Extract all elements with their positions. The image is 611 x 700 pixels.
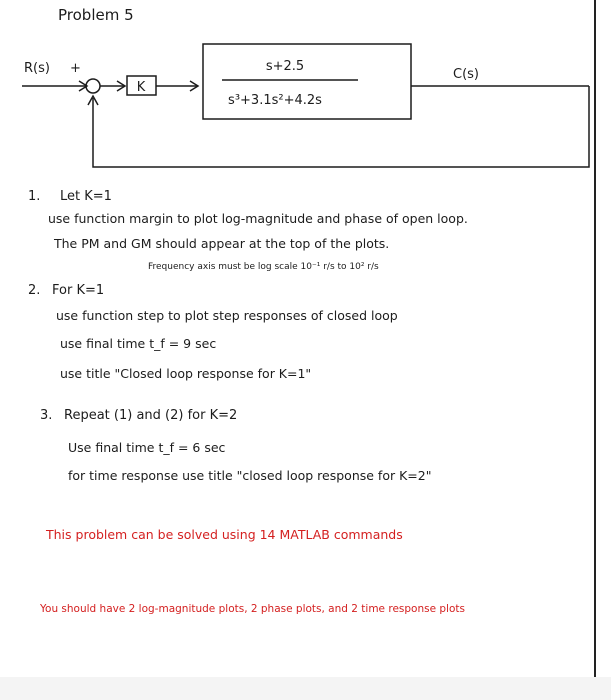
item-1-line-4: Frequency axis must be log scale 10⁻¹ r/s to 10² r/s [148,262,379,272]
tf-denominator: s³+3.1s²+4.2s [228,93,322,108]
gain-label: K [136,80,146,95]
block-diagram [0,0,611,180]
problem-title: Problem 5 [58,6,134,24]
tf-numerator: s+2.5 [265,59,305,74]
item-1-line-2: use function margin to plot log-magnitude and phase of open loop. [48,211,468,226]
item-3-line-3: for time response use title "closed loop response for K=2" [68,468,432,483]
item-2-line-1: For K=1 [52,283,105,298]
item-1-number: 1. [28,189,41,204]
sum-plus-sign: + [70,61,81,76]
item-2-number: 2. [28,283,41,298]
output-label: C(s) [453,67,479,82]
page-edge-line [594,0,596,700]
item-1-line-1: Let K=1 [60,189,112,204]
item-3-number: 3. [40,408,53,423]
note-expected-plots: You should have 2 log-magnitude plots, 2 phase plots, and 2 time response plots [40,603,465,615]
input-label: R(s) [24,61,50,76]
item-3-line-1: Repeat (1) and (2) for K=2 [64,408,238,423]
note-matlab-commands: This problem can be solved using 14 MATLAB commands [46,527,403,542]
item-2-line-4: use title "Closed loop response for K=1" [60,366,312,381]
footer-strip [0,677,611,700]
feedback-path [93,86,589,167]
item-2-line-2: use function step to plot step responses of closed loop [56,308,398,323]
item-2-line-3: use final time t_f = 9 sec [60,336,217,351]
item-3-line-2: Use final time t_f = 6 sec [68,440,226,455]
item-1-line-3: The PM and GM should appear at the top of the plots. [54,236,390,251]
